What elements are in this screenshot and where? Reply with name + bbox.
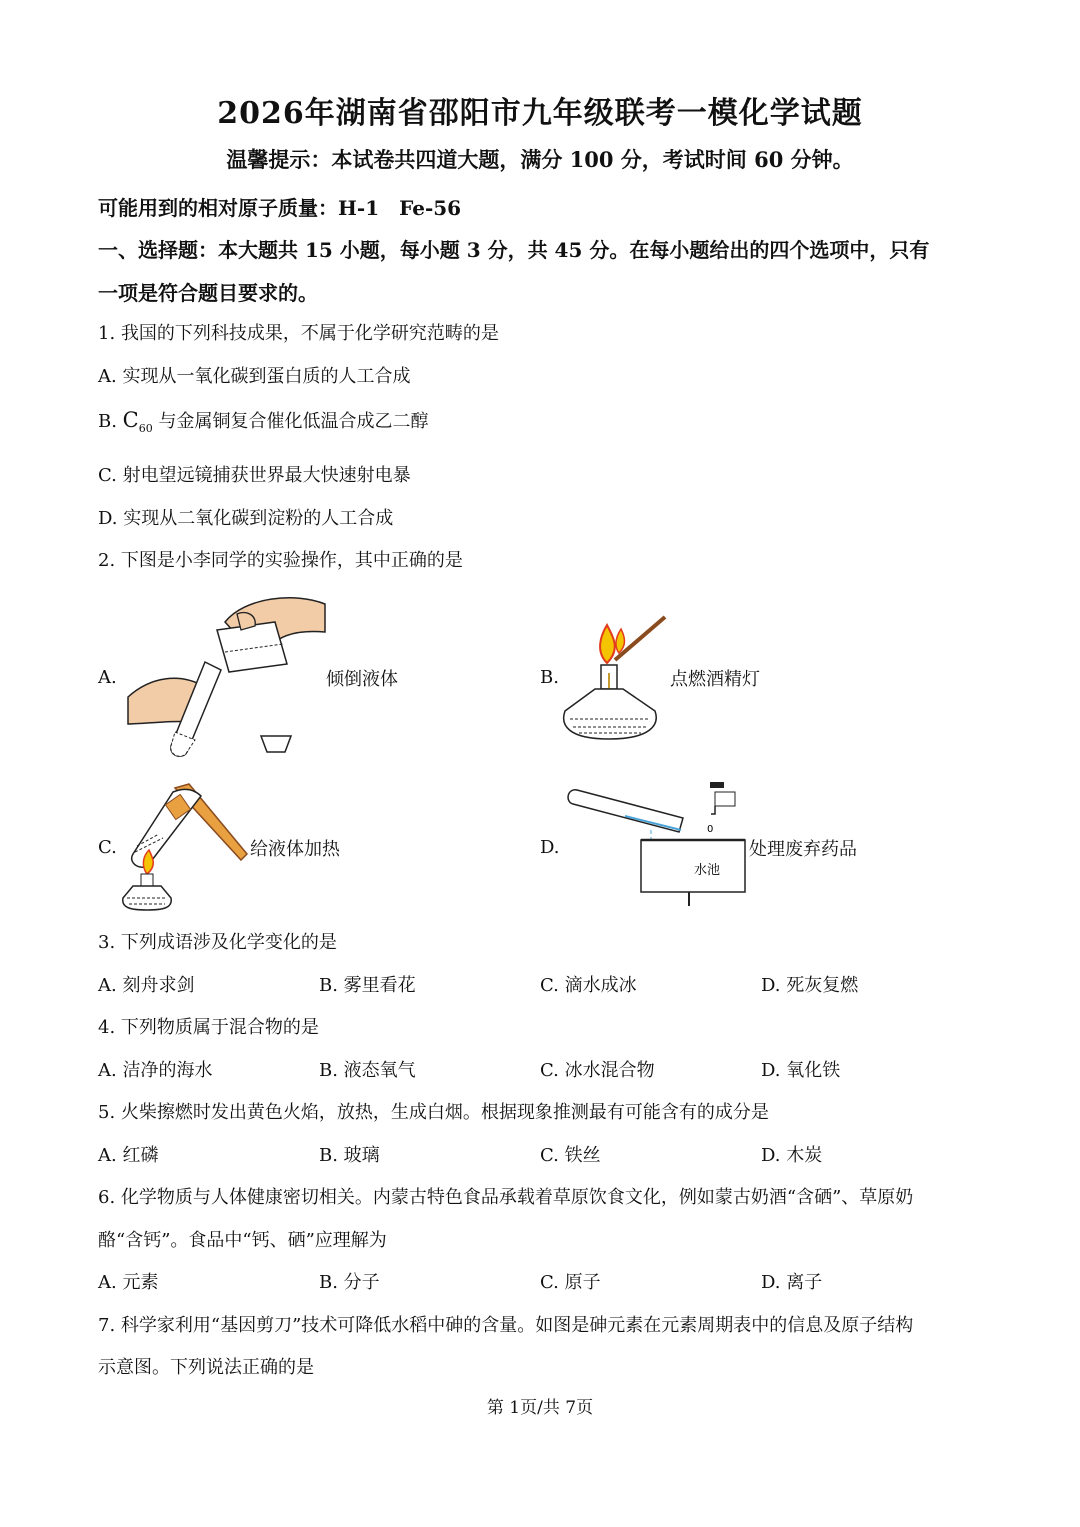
q6-option-b: B. 分子 — [319, 1272, 380, 1293]
q5-option-a: A. 红磷 — [98, 1145, 159, 1166]
q2-b-label: B. — [540, 667, 559, 688]
section-heading-line2: 一项是符合题目要求的。 — [98, 281, 318, 305]
c60-formula: C — [122, 408, 139, 432]
q2-d-caption: 处理废弃药品 — [749, 839, 857, 860]
page-number: 第 1页/共 7页 — [486, 1398, 594, 1418]
q2-d-label: D. — [540, 837, 560, 858]
q2-stem: 2. 下图是小李同学的实验操作，其中正确的是 — [98, 550, 463, 571]
q5-option-d: D. 木炭 — [761, 1145, 823, 1166]
q3-stem: 3. 下列成语涉及化学变化的是 — [98, 932, 337, 953]
pouring-liquid-illustration — [125, 592, 325, 762]
q6-stem-line2: 酪“含钙”。食品中“钙、硒”应理解为 — [98, 1230, 387, 1251]
svg-text:0: 0 — [707, 824, 714, 835]
q1-option-b-prefix: B. — [98, 411, 123, 432]
q1-option-b — [98, 407, 428, 435]
q4-stem: 4. 下列物质属于混合物的是 — [98, 1017, 319, 1038]
q1-option-a: A. 实现从一氧化碳到蛋白质的人工合成 — [98, 366, 411, 387]
q3-option-d: D. 死灰复燃 — [761, 975, 859, 996]
q6-option-d: D. 离子 — [761, 1272, 823, 1293]
q2-a-label: A. — [98, 667, 117, 688]
page-title: 2026年湖南省邵阳市九年级联考一模化学试题 — [217, 96, 863, 131]
q4-option-b: B. 液态氧气 — [319, 1060, 416, 1081]
alcohol-lamp-illustration — [565, 615, 675, 745]
q5-stem: 5. 火柴擦燃时发出黄色火焰，放热，生成白烟。根据现象推测最有可能含有的成分是 — [98, 1102, 769, 1123]
q6-option-c: C. 原子 — [540, 1272, 601, 1293]
q2-b-caption: 点燃酒精灯 — [670, 669, 760, 690]
q5-option-c: C. 铁丝 — [540, 1145, 601, 1166]
q2-c-label: C. — [98, 837, 117, 858]
q4-option-a: A. 洁净的海水 — [98, 1060, 213, 1081]
exam-tip: 温馨提示：本试卷共四道大题，满分 100 分，考试时间 60 分钟。 — [226, 147, 854, 172]
q2-c-caption: 给液体加热 — [250, 839, 340, 860]
q3-option-c: C. 滴水成冰 — [540, 975, 637, 996]
pool-label: 水池 — [693, 863, 721, 878]
q7-stem-line1: 7. 科学家利用“基因剪刀”技术可降低水稻中砷的含量。如图是砷元素在元素周期表中的信息及原子结构 — [98, 1315, 914, 1336]
q1-option-b-text: 与金属铜复合催化低温合成乙二醇 — [152, 411, 429, 432]
q6-stem-line1: 6. 化学物质与人体健康密切相关。内蒙古特色食品承载着草原饮食文化，例如蒙古奶酒“含硒”、草原奶 — [98, 1187, 914, 1208]
q1-stem: 1. 我国的下列科技成果，不属于化学研究范畴的是 — [98, 323, 499, 344]
q1-option-c: C. 射电望远镜捕获世界最大快速射电暴 — [98, 465, 411, 486]
waste-disposal-illustration — [565, 780, 755, 908]
q3-option-a: A. 刻舟求剑 — [98, 975, 195, 996]
q5-option-b: B. 玻璃 — [319, 1145, 380, 1166]
q6-option-a: A. 元素 — [98, 1272, 159, 1293]
q3-option-b: B. 雾里看花 — [319, 975, 416, 996]
q7-stem-line2: 示意图。下列说法正确的是 — [98, 1357, 314, 1378]
atomic-mass-note: 可能用到的相对原子质量：H-1 Fe-56 — [98, 196, 462, 220]
heating-liquid-illustration — [123, 782, 253, 912]
q2-a-caption: 倾倒液体 — [326, 669, 398, 690]
q1-option-d: D. 实现从二氧化碳到淀粉的人工合成 — [98, 508, 394, 529]
q4-option-d: D. 氧化铁 — [761, 1060, 841, 1081]
section-heading-line1: 一、选择题：本大题共 15 小题，每小题 3 分，共 45 分。在每小题给出的四个选项中，只有 — [98, 238, 930, 262]
q4-option-c: C. 冰水混合物 — [540, 1060, 655, 1081]
c60-subscript: 60 — [138, 422, 153, 435]
